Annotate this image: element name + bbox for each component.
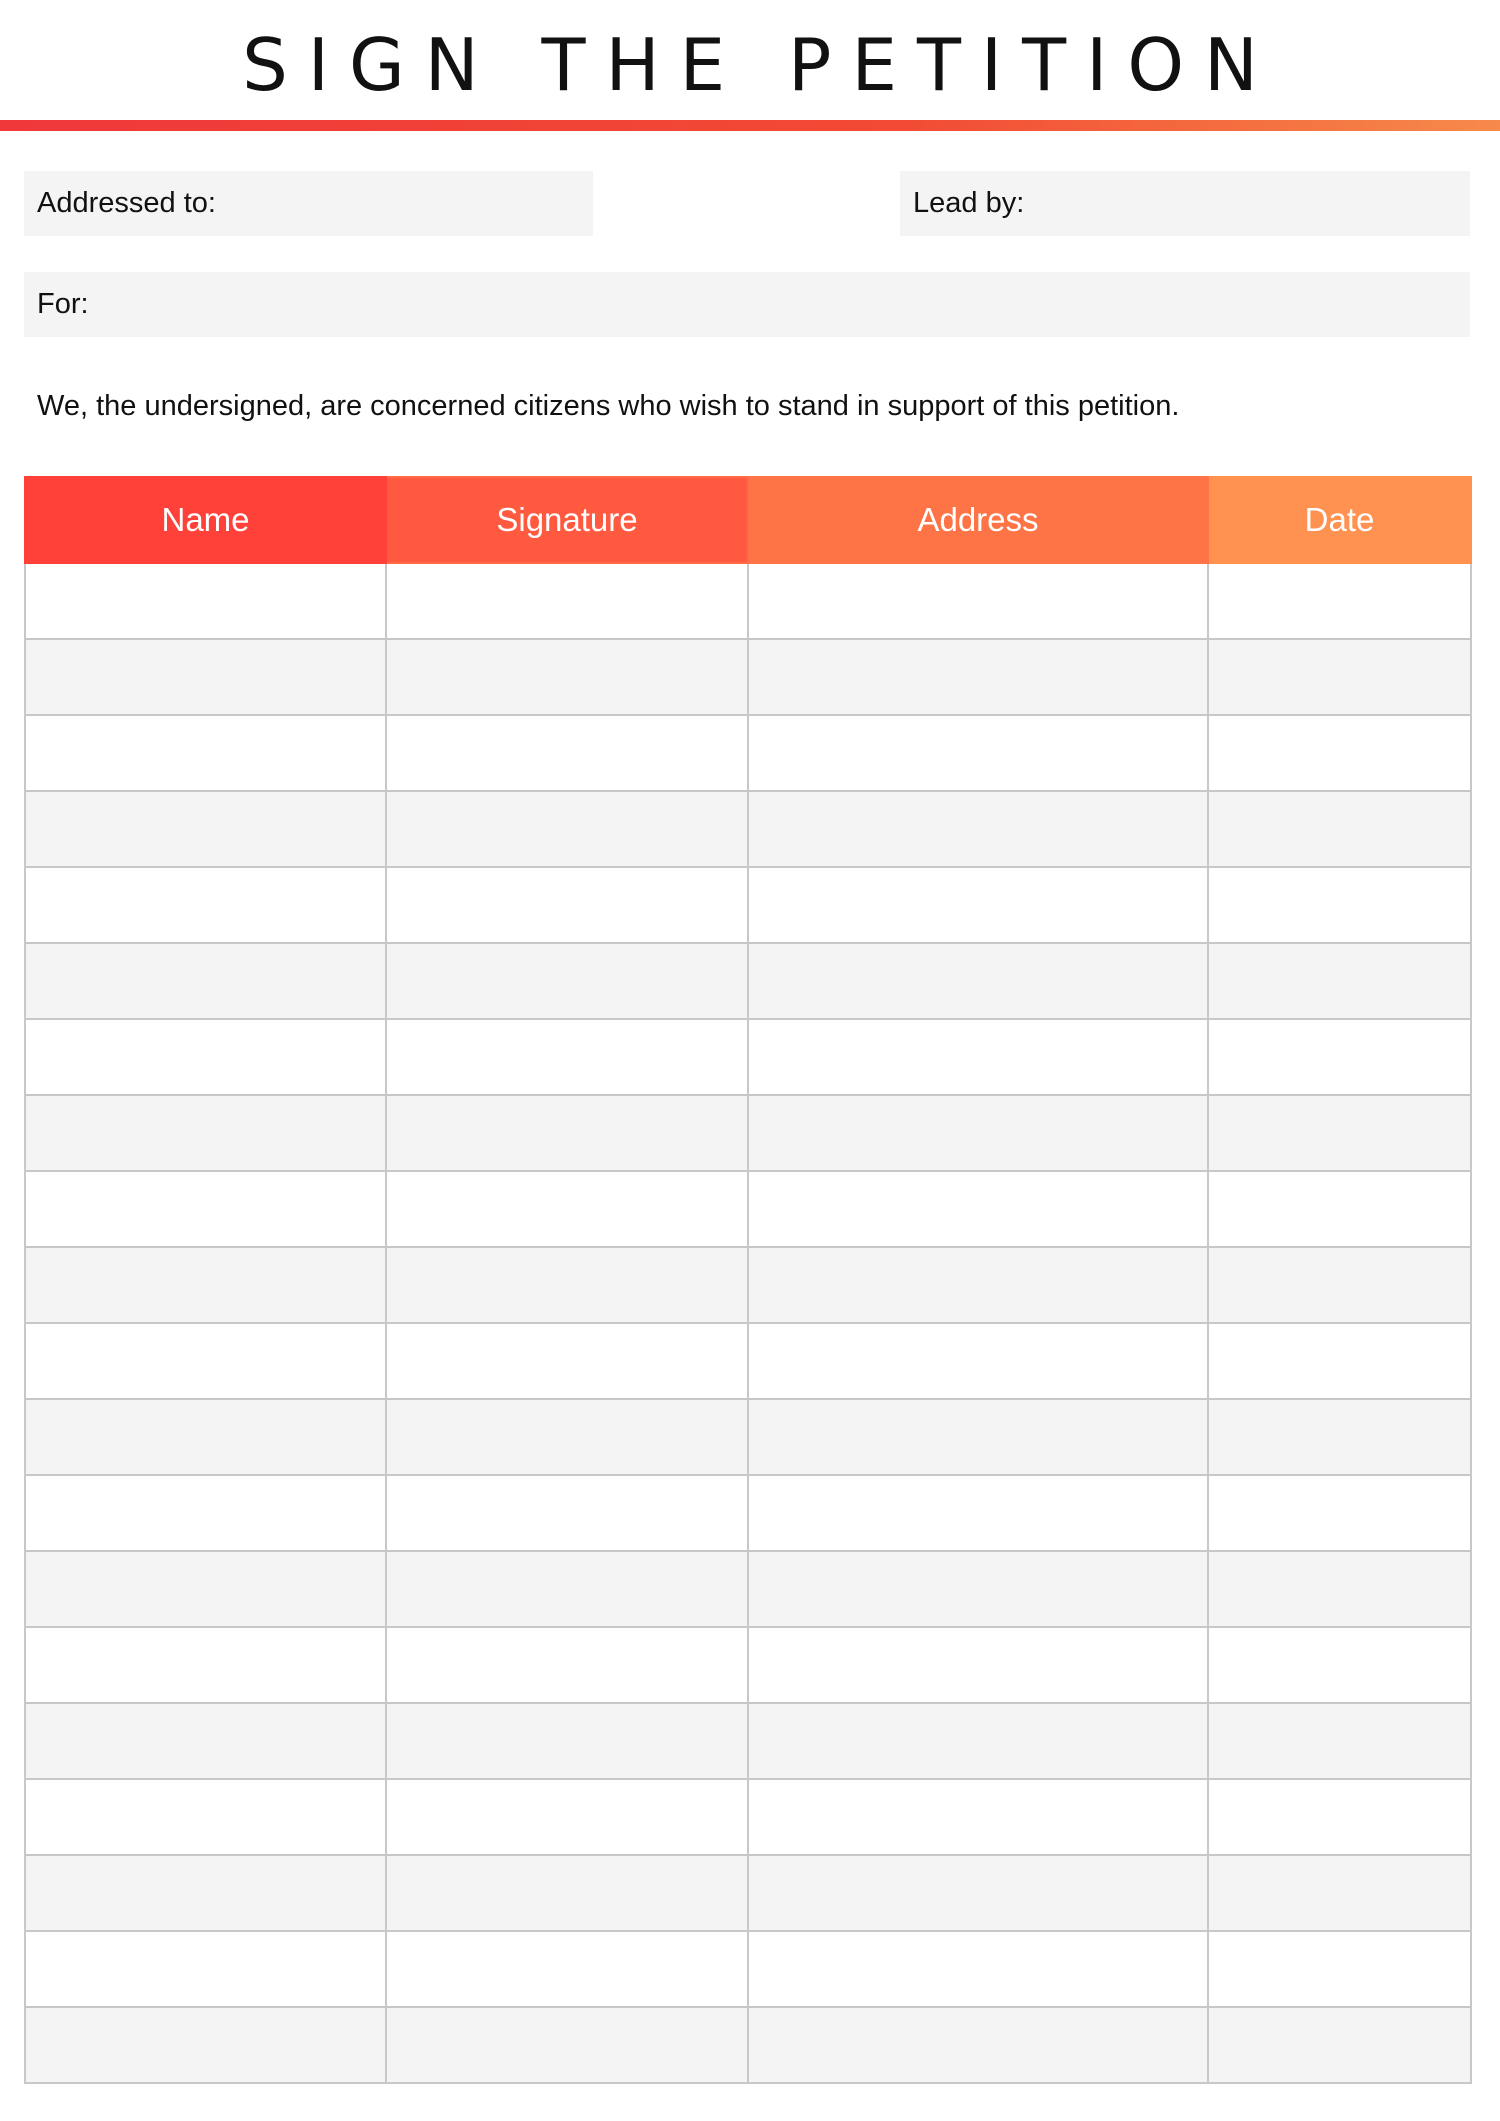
signature-cell[interactable]: [386, 943, 748, 1019]
addressed-to-label: Addressed to:: [37, 187, 216, 219]
table-header-row: [25, 477, 1471, 563]
page-title: SIGN THE PETITION: [242, 23, 1278, 107]
signature-cell[interactable]: [386, 563, 748, 639]
table-row: [25, 1095, 1471, 1171]
lead-by-field[interactable]: [900, 171, 1470, 236]
signature-cell[interactable]: [386, 1931, 748, 2007]
date-cell[interactable]: [1208, 791, 1471, 867]
name-cell[interactable]: [25, 639, 386, 715]
date-cell[interactable]: [1208, 1095, 1471, 1171]
table-row: [25, 1779, 1471, 1855]
table-row: [25, 791, 1471, 867]
name-cell[interactable]: [25, 715, 386, 791]
table-body: [25, 563, 1471, 2083]
addressed-to-field[interactable]: [24, 171, 593, 236]
title-divider: [0, 120, 1500, 131]
signature-cell[interactable]: [386, 1703, 748, 1779]
address-cell[interactable]: [748, 867, 1208, 943]
date-cell[interactable]: [1208, 1855, 1471, 1931]
table-row: [25, 1171, 1471, 1247]
table-row: [25, 1551, 1471, 1627]
date-cell[interactable]: [1208, 1475, 1471, 1551]
date-cell[interactable]: [1208, 1171, 1471, 1247]
address-cell[interactable]: [748, 1551, 1208, 1627]
name-cell[interactable]: [25, 1931, 386, 2007]
date-cell[interactable]: [1208, 1779, 1471, 1855]
table-row: [25, 867, 1471, 943]
address-cell[interactable]: [748, 2007, 1208, 2083]
table-row: [25, 1855, 1471, 1931]
table-row: [25, 1931, 1471, 2007]
date-cell[interactable]: [1208, 1247, 1471, 1323]
name-cell[interactable]: [25, 943, 386, 1019]
date-cell[interactable]: [1208, 1323, 1471, 1399]
address-cell[interactable]: [748, 639, 1208, 715]
date-cell[interactable]: [1208, 639, 1471, 715]
table-row: [25, 1627, 1471, 1703]
date-cell[interactable]: [1208, 1703, 1471, 1779]
date-cell[interactable]: [1208, 2007, 1471, 2083]
signature-cell[interactable]: [386, 1627, 748, 1703]
address-cell[interactable]: [748, 715, 1208, 791]
table-row: [25, 563, 1471, 639]
table-row: [25, 715, 1471, 791]
table-row: [25, 2007, 1471, 2083]
address-cell[interactable]: [748, 1399, 1208, 1475]
address-cell[interactable]: [748, 1019, 1208, 1095]
date-cell[interactable]: [1208, 1551, 1471, 1627]
signature-cell[interactable]: [386, 867, 748, 943]
signature-cell[interactable]: [386, 1475, 748, 1551]
address-cell[interactable]: [748, 1931, 1208, 2007]
date-cell[interactable]: [1208, 1399, 1471, 1475]
table-row: [25, 943, 1471, 1019]
signature-cell[interactable]: [386, 1399, 748, 1475]
for-label: For:: [37, 288, 89, 320]
address-cell[interactable]: [748, 1095, 1208, 1171]
table-row: [25, 1247, 1471, 1323]
column-header-date: Date: [1208, 477, 1471, 563]
column-header-signature: Signature: [386, 477, 748, 563]
name-cell[interactable]: [25, 1399, 386, 1475]
name-cell[interactable]: [25, 1855, 386, 1931]
table-row: [25, 1019, 1471, 1095]
address-cell[interactable]: [748, 1627, 1208, 1703]
address-cell[interactable]: [748, 1703, 1208, 1779]
address-cell[interactable]: [748, 1323, 1208, 1399]
name-cell[interactable]: [25, 1095, 386, 1171]
name-cell[interactable]: [25, 563, 386, 639]
name-cell[interactable]: [25, 1551, 386, 1627]
signature-cell[interactable]: [386, 1247, 748, 1323]
signature-cell[interactable]: [386, 1095, 748, 1171]
signature-cell[interactable]: [386, 1855, 748, 1931]
table-row: [25, 1703, 1471, 1779]
name-cell[interactable]: [25, 1779, 386, 1855]
signature-cell[interactable]: [386, 791, 748, 867]
name-cell[interactable]: [25, 1247, 386, 1323]
name-cell[interactable]: [25, 1171, 386, 1247]
table-row: [25, 1323, 1471, 1399]
date-cell[interactable]: [1208, 715, 1471, 791]
petition-statement: We, the undersigned, are concerned citizens who wish to stand in support of this petition.: [37, 390, 1180, 422]
lead-by-label: Lead by:: [913, 187, 1025, 219]
date-cell[interactable]: [1208, 1019, 1471, 1095]
address-cell[interactable]: [748, 1475, 1208, 1551]
column-header-name: Name: [25, 477, 386, 563]
signature-table: [24, 476, 1472, 2084]
column-header-address: Address: [748, 477, 1208, 563]
date-cell[interactable]: [1208, 867, 1471, 943]
signature-cell[interactable]: [386, 2007, 748, 2083]
address-cell[interactable]: [748, 1171, 1208, 1247]
date-cell[interactable]: [1208, 563, 1471, 639]
date-cell[interactable]: [1208, 1931, 1471, 2007]
name-cell[interactable]: [25, 1323, 386, 1399]
name-cell[interactable]: [25, 867, 386, 943]
name-cell[interactable]: [25, 1703, 386, 1779]
table-row: [25, 1475, 1471, 1551]
name-cell[interactable]: [25, 1019, 386, 1095]
name-cell[interactable]: [25, 791, 386, 867]
address-cell[interactable]: [748, 563, 1208, 639]
address-cell[interactable]: [748, 1247, 1208, 1323]
for-field[interactable]: [24, 272, 1470, 337]
signature-cell[interactable]: [386, 1019, 748, 1095]
date-cell[interactable]: [1208, 1627, 1471, 1703]
table-row: [25, 1399, 1471, 1475]
signature-cell[interactable]: [386, 715, 748, 791]
signature-cell[interactable]: [386, 1779, 748, 1855]
name-cell[interactable]: [25, 2007, 386, 2083]
signature-cell[interactable]: [386, 1323, 748, 1399]
address-cell[interactable]: [748, 791, 1208, 867]
address-cell[interactable]: [748, 943, 1208, 1019]
signature-cell[interactable]: [386, 1551, 748, 1627]
table-row: [25, 639, 1471, 715]
date-cell[interactable]: [1208, 943, 1471, 1019]
name-cell[interactable]: [25, 1627, 386, 1703]
address-cell[interactable]: [748, 1779, 1208, 1855]
signature-cell[interactable]: [386, 639, 748, 715]
signature-cell[interactable]: [386, 1171, 748, 1247]
name-cell[interactable]: [25, 1475, 386, 1551]
address-cell[interactable]: [748, 1855, 1208, 1931]
